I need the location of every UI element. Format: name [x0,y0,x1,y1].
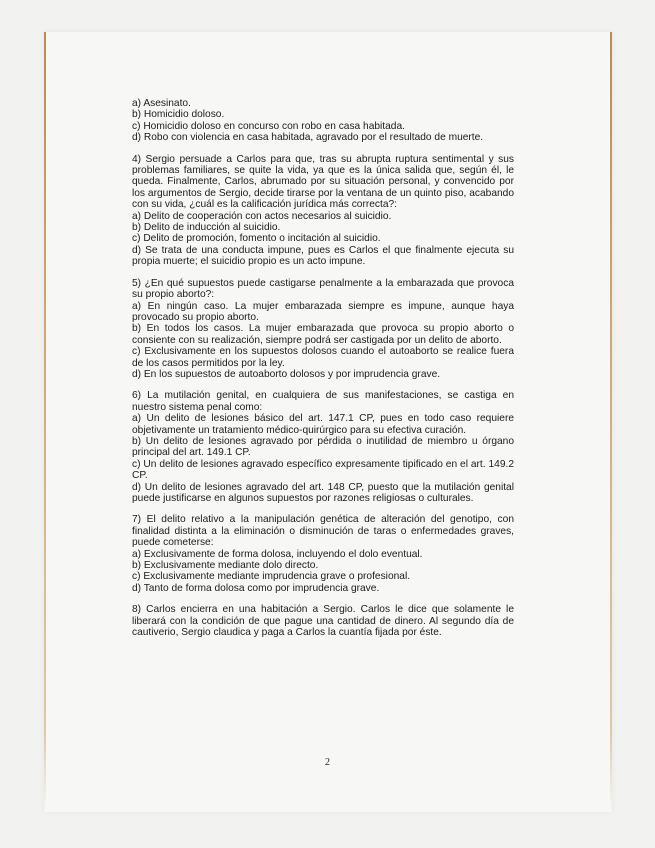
question-8 [132,604,514,638]
question-7 [132,514,514,594]
question-6-option-a: a) Un delito de lesiones básico del art. 147.1 CP, pues en todo caso requiere objetivamente un tratamiento médico-quirúrgico para su efectiva curación. [132,413,514,436]
question-8-stem: 8) Carlos encierra en una habitación a Sergio. Carlos le dice que solamente le liberará con la condición de que pague una cantidad de dinero. Al segundo día de cautiverio, Sergio claudica y paga a Carlos la cuantía fijada por éste. [132,604,514,639]
question-6-option-b: b) Un delito de lesiones agravado por pérdida o inutilidad de miembro u órgano principal del art. 149.1 CP. [132,435,514,459]
question-3-option-a: a) Asesinato. [132,98,191,109]
question-5-option-c: c) Exclusivamente en los supuestos dolosos cuando el autoaborto se realice fuera de los casos permitidos por la ley. [132,346,514,369]
question-7-option-d: d) Tanto de forma dolosa como por imprudencia grave. [132,582,380,594]
question-4-option-d: d) Se trata de una conducta impune, pues es Carlos el que finalmente ejecuta su propia muerte; el suicidio propio es un acto impune. [132,244,514,268]
question-7-option-a: a) Exclusivamente de forma dolosa, incluyendo el dolo eventual. [132,548,423,560]
question-5-option-a: a) En ningún caso. La mujer embarazada siempre es impune, aunque haya provocado su propio aborto. [132,300,514,323]
question-6-option-d: d) Un delito de lesiones agravado del art. 148 CP, puesto que la mutilación genital puede justificarse en algunos supuestos por razones religiosas o culturales. [132,481,514,504]
question-7-stem: 7) El delito relativo a la manipulación genética de alteración del genotipo, con finalidad distinta a la eliminación o disminución de taras o enfermedades graves, puede cometerse: [132,514,514,549]
question-4-option-b: b) Delito de inducción al suicidio. [132,222,281,234]
question-6-stem: 6) La mutilación genital, en cualquiera de sus manifestaciones, se castiga en nuestro sistema penal como: [132,390,514,413]
question-3-option-c: c) Homicidio doloso en concurso con robo en casa habitada. [132,120,405,132]
question-5-option-d: d) En los supuestos de autoaborto dolosos y por imprudencia grave. [132,368,441,380]
question-7-option-c: c) Exclusivamente mediante imprudencia grave o profesional. [132,571,411,583]
question-5 [132,278,514,381]
document-body [132,98,514,638]
question-6 [132,390,514,504]
question-4-option-c: c) Delito de promoción, fomento o incitación al suicidio. [132,233,381,245]
question-3-option-d: d) Robo con violencia en casa habitada, agravado por el resultado de muerte. [132,132,484,144]
question-7-option-b: b) Exclusivamente mediante dolo directo. [132,560,319,572]
question-3-option-b: b) Homicidio doloso. [132,109,225,121]
page-edge-left [44,32,46,812]
question-4-option-a: a) Delito de cooperación con actos necesarios al suicidio. [132,210,392,222]
question-4 [132,154,514,268]
question-6-option-c: c) Un delito de lesiones agravado específico expresamente tipificado en el art. 149.2 CP. [132,458,514,482]
question-4-stem: 4) Sergio persuade a Carlos para que, tras su abrupta ruptura sentimental y sus problemas familiares, se quite la vida, ya que es la única salida que, según él, le queda. Finalmente, Carlos, abrumado por su situación personal, y convencido por los argumentos de Sergio, decide tirarse por la ventana de un quinto piso, acabando con su vida, ¿cuál es la calificación jurídica más correcta?: [132,153,514,211]
question-3-options [132,98,514,144]
page-number: 2 [325,757,330,768]
question-5-stem: 5) ¿En qué supuestos puede castigarse penalmente a la embarazada que provoca su propio aborto?: [132,277,514,301]
question-5-option-b: b) En todos los casos. La mujer embarazada que provoca su propio aborto o consiente con su realización, siempre podrá ser castigada por un delito de aborto. [132,323,514,346]
page-edge-right [610,32,612,812]
